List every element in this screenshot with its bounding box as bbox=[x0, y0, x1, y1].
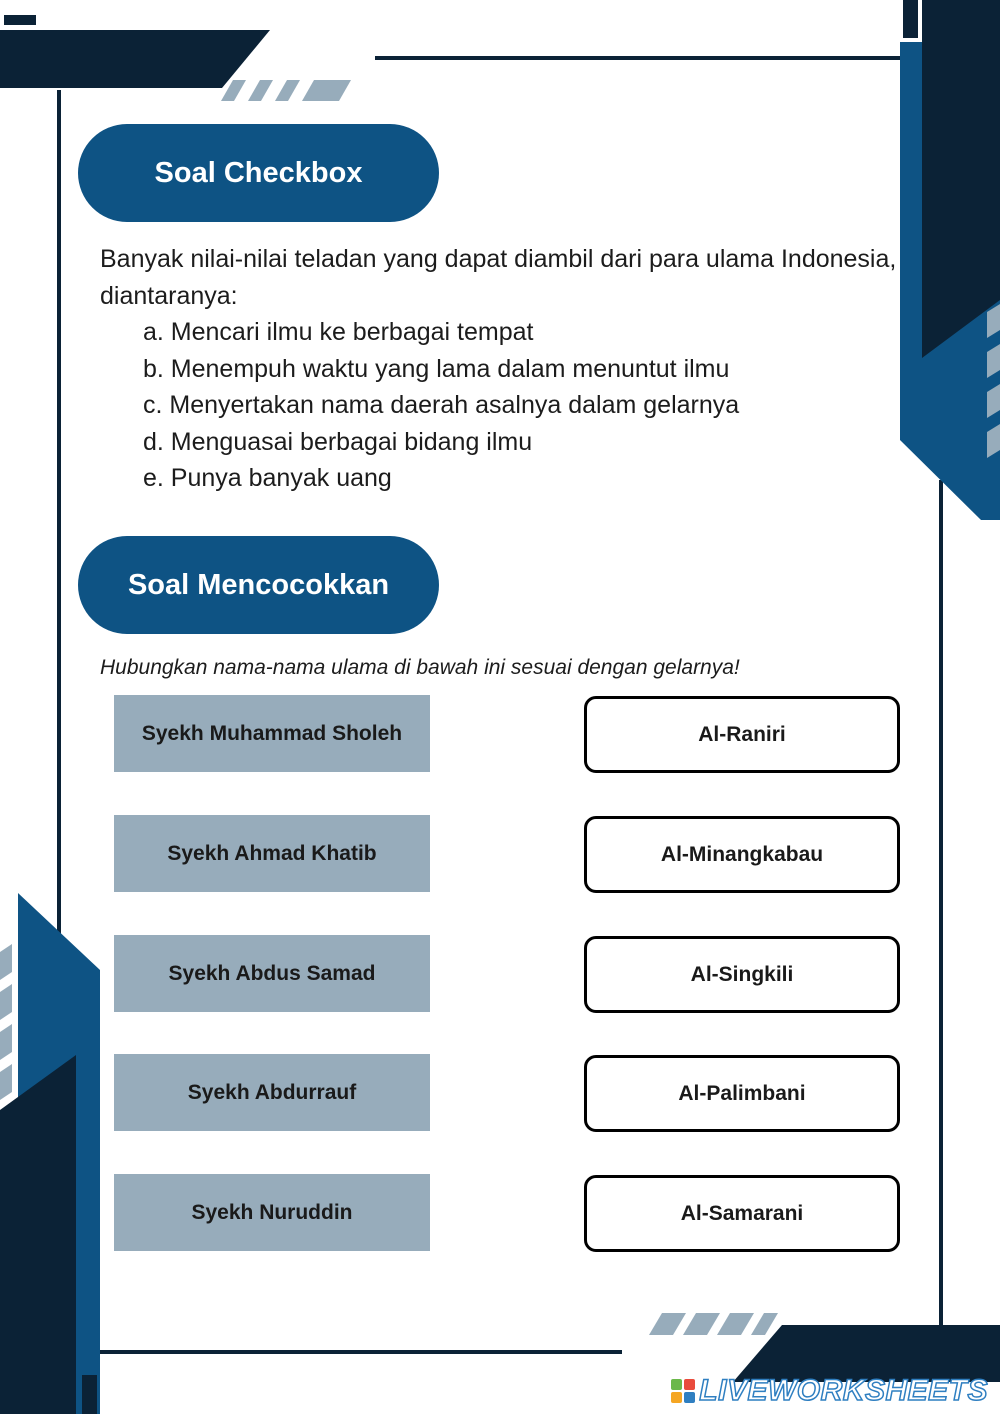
logo-tile bbox=[671, 1379, 682, 1390]
match-title-5[interactable]: Al-Samarani bbox=[584, 1175, 900, 1252]
liveworksheets-brand bbox=[671, 1374, 988, 1408]
top-right-dark bbox=[922, 0, 1000, 358]
option-a[interactable]: a. Mencari ilmu ke berbagai tempat bbox=[143, 318, 534, 346]
top-right-notch bbox=[903, 0, 918, 38]
top-left-stripes bbox=[221, 80, 351, 101]
match-title-2[interactable]: Al-Minangkabau bbox=[584, 816, 900, 893]
bottom-left-stripes bbox=[0, 944, 12, 1100]
question-intro: Banyak nilai-nilai teladan yang dapat diambil dari para ulama Indonesia, diantaranya: bbox=[100, 245, 897, 310]
logo-tile bbox=[671, 1392, 682, 1403]
bottom-left-dark bbox=[0, 1055, 76, 1414]
top-left-dash bbox=[4, 15, 36, 25]
option-b[interactable]: b. Menempuh waktu yang lama dalam menuntut ilmu bbox=[143, 354, 730, 383]
matching-section-header bbox=[78, 536, 439, 634]
top-left-bar bbox=[0, 30, 270, 88]
liveworksheets-logo-icon bbox=[671, 1379, 695, 1403]
match-title-1[interactable]: Al-Raniri bbox=[584, 696, 900, 773]
checkbox-section-title: Soal Checkbox bbox=[154, 156, 363, 189]
matching-section-title: Soal Mencocokkan bbox=[127, 568, 390, 601]
logo-tile bbox=[684, 1392, 695, 1403]
bottom-left-notch bbox=[82, 1375, 97, 1414]
frame-bottom-line bbox=[100, 1350, 622, 1354]
frame-right-line bbox=[939, 480, 943, 1340]
option-d[interactable]: d. Menguasai berbagai bidang ilmu bbox=[143, 427, 533, 456]
checkbox-section-header bbox=[78, 124, 439, 222]
match-name-3[interactable]: Syekh Abdus Samad bbox=[114, 935, 430, 1012]
option-e[interactable]: e. Punya banyak uang bbox=[143, 464, 392, 492]
match-name-4[interactable]: Syekh Abdurrauf bbox=[114, 1054, 430, 1131]
match-title-4[interactable]: Al-Palimbani bbox=[584, 1055, 900, 1132]
logo-tile bbox=[684, 1379, 695, 1390]
options-list bbox=[100, 314, 900, 497]
checkbox-question bbox=[100, 241, 900, 497]
match-title-3[interactable]: Al-Singkili bbox=[584, 936, 900, 1013]
option-c[interactable]: c. Menyertakan nama daerah asalnya dalam gelarnya bbox=[143, 391, 740, 419]
frame-top-line bbox=[375, 56, 902, 60]
match-name-2[interactable]: Syekh Ahmad Khatib bbox=[114, 815, 430, 892]
bottom-right-stripes bbox=[649, 1313, 778, 1335]
brand-text: LIVEWORKSHEETS bbox=[699, 1374, 988, 1407]
match-name-1[interactable]: Syekh Muhammad Sholeh bbox=[114, 695, 430, 772]
match-name-5[interactable]: Syekh Nuruddin bbox=[114, 1174, 430, 1251]
matching-instruction: Hubungkan nama-nama ulama di bawah ini sesuai dengan gelarnya! bbox=[100, 656, 740, 679]
